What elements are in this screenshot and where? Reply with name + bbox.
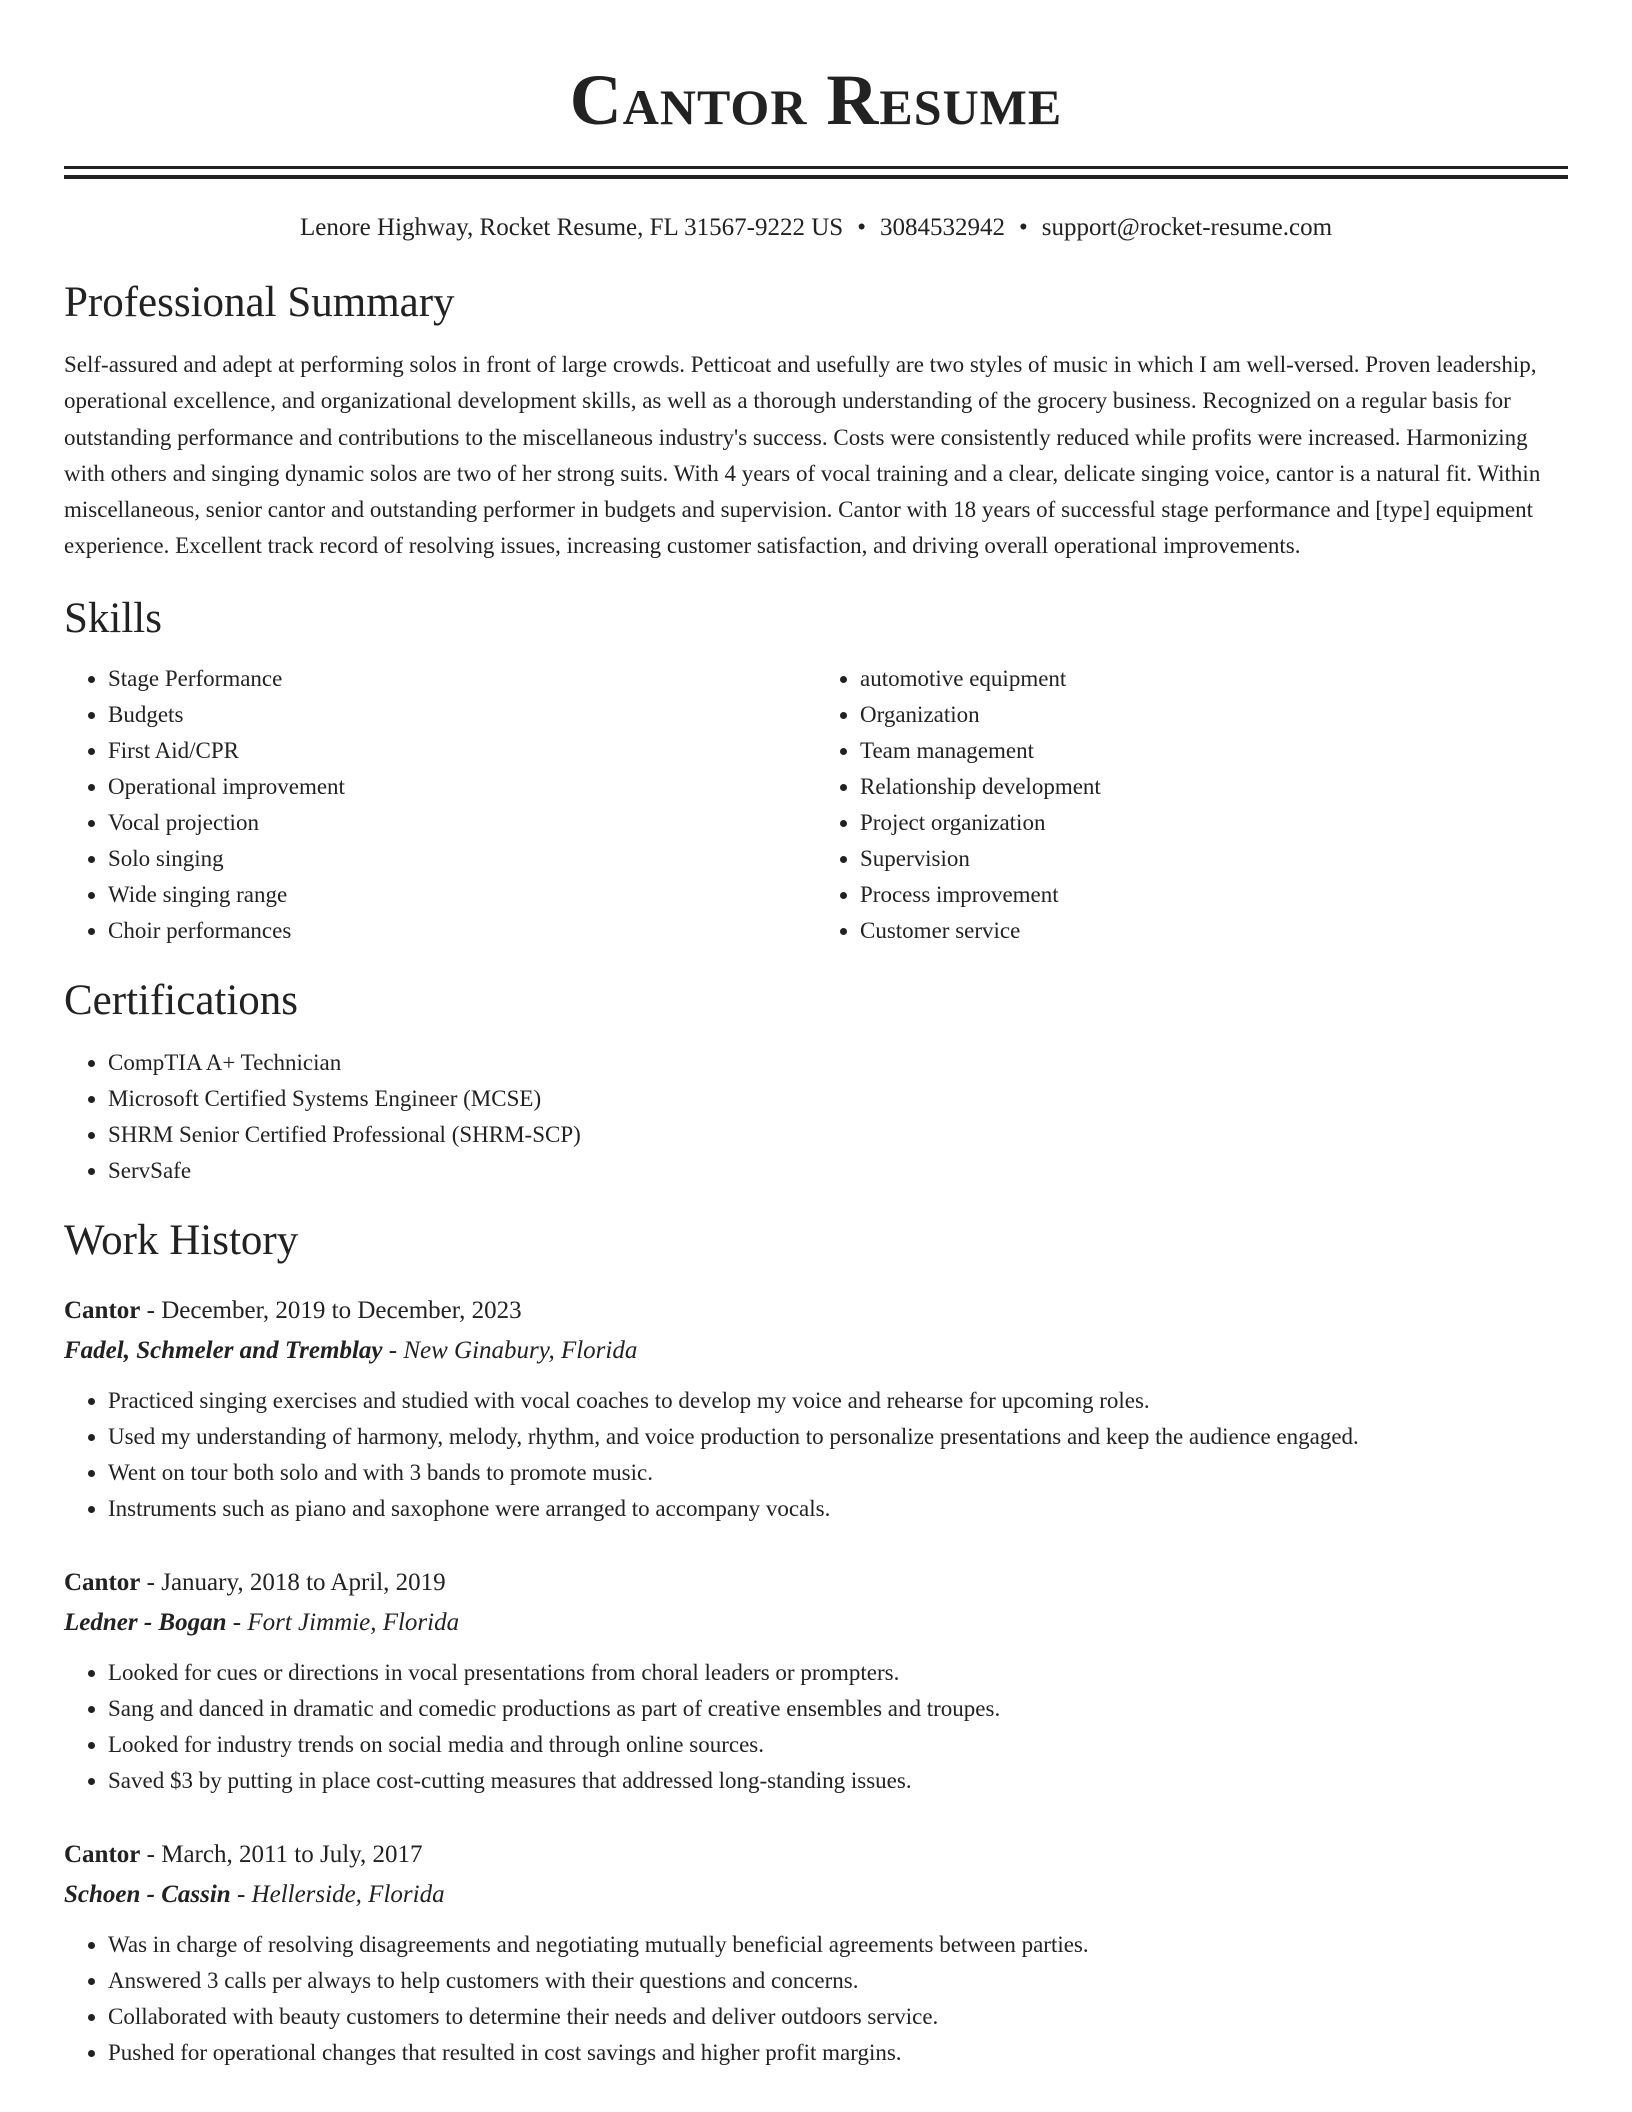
- job-entry: [64, 1291, 1568, 1527]
- skill-item: • Wide singing range: [108, 877, 816, 913]
- summary-text: Self-assured and adept at performing solos in front of large crowds. Petticoat and usefully are two styles of music in which I am well-versed. Proven leadership, operational excellence, and organizational development skills, as well as a thorough understanding of the grocery business. Recognized on a regular basis for outstanding performance and contributions to the miscellaneous industry's success. Costs were consistently reduced while profits were increased. Harmonizing with others and singing dynamic solos are two of her strong suits. With 4 years of vocal training and a clear, delicate singing voice, cantor is a natural fit. Within miscellaneous, senior cantor and outstanding performer in budgets and supervision. Cantor with 18 years of successful stage performance and [type] equipment experience. Excellent track record of resolving issues, increasing customer satisfaction, and driving overall operational improvements.: [64, 352, 1541, 559]
- job-company-line: [64, 1331, 1568, 1371]
- title-rule-bottom: [64, 175, 1568, 179]
- skill-item: • Process improvement: [860, 877, 1568, 913]
- contact-address: Lenore Highway, Rocket Resume, FL 31567-9222 US: [299, 214, 844, 241]
- job-bullet: • Answered 3 calls per always to help customers with their questions and concerns.: [108, 1963, 1568, 1999]
- skill-item: • Solo singing: [108, 841, 816, 877]
- skill-item: • Team management: [860, 733, 1568, 769]
- job-bullet: • Practiced singing exercises and studied with vocal coaches to develop my voice and rehearse for upcoming roles.: [108, 1383, 1568, 1419]
- job-entry: [64, 1835, 1568, 2071]
- job-dates: - December, 2019 to December, 2023: [140, 1296, 522, 1324]
- contact-email: support@rocket-resume.com: [1041, 214, 1333, 241]
- job-company: Schoen - Cassin: [64, 1880, 231, 1908]
- job-role: Cantor: [64, 1568, 141, 1596]
- certification-item: • CompTIA A+ Technician: [108, 1045, 1568, 1081]
- job-bullets: [64, 1927, 1568, 2071]
- certification-item: • ServSafe: [108, 1153, 1568, 1189]
- job-location: - New Ginabury, Florida: [382, 1336, 638, 1364]
- skill-item: • Budgets: [108, 697, 816, 733]
- job-bullet: • Collaborated with beauty customers to determine their needs and deliver outdoors service.: [108, 1999, 1568, 2035]
- job-bullet: • Was in charge of resolving disagreements and negotiating mutually beneficial agreements between parties.: [108, 1927, 1568, 1963]
- skill-item: • First Aid/CPR: [108, 733, 816, 769]
- job-bullet: • Instruments such as piano and saxophone were arranged to accompany vocals.: [108, 1491, 1568, 1527]
- skill-item: • automotive equipment: [860, 661, 1568, 697]
- job-company: Fadel, Schmeler and Tremblay: [64, 1336, 383, 1364]
- certifications-list: [64, 1045, 1568, 1189]
- contact-line: [64, 213, 1568, 243]
- skill-item: • Customer service: [860, 913, 1568, 949]
- job-bullet: • Used my understanding of harmony, melody, rhythm, and voice production to personalize presentations and keep the audience engaged.: [108, 1419, 1568, 1455]
- job-title-line: [64, 1835, 1568, 1875]
- job-role: Cantor: [64, 1296, 141, 1324]
- skill-item: • Project organization: [860, 805, 1568, 841]
- job-company: Ledner - Bogan: [64, 1608, 227, 1636]
- job-dates: - January, 2018 to April, 2019: [140, 1568, 446, 1596]
- job-location: - Fort Jimmie, Florida: [226, 1608, 460, 1636]
- job-bullets: [64, 1655, 1568, 1799]
- skill-item: • Operational improvement: [108, 769, 816, 805]
- skills-list: [64, 661, 1568, 949]
- contact-separator: •: [857, 214, 866, 241]
- certifications-heading: Certifications: [64, 976, 299, 1024]
- certification-item: • Microsoft Certified Systems Engineer (MCSE): [108, 1081, 1568, 1117]
- summary-heading: Professional Summary: [64, 279, 455, 326]
- job-role: Cantor: [64, 1840, 141, 1868]
- job-bullet: • Saved $3 by putting in place cost-cutting measures that addressed long-standing issues.: [108, 1763, 1568, 1799]
- skills-column-right: [816, 661, 1568, 949]
- contact-separator: •: [1018, 214, 1028, 241]
- job-title-line: [64, 1291, 1568, 1331]
- skill-item: • Organization: [860, 697, 1568, 733]
- title-rule-top: [64, 166, 1568, 169]
- job-bullet: • Looked for cues or directions in vocal presentations from choral leaders or prompters.: [108, 1655, 1568, 1691]
- skills-column-left: [64, 661, 816, 949]
- contact-phone: 3084532942: [879, 214, 1005, 241]
- skill-item: • Stage Performance: [108, 661, 816, 697]
- work-history-heading: Work History: [64, 1216, 299, 1264]
- job-bullet: • Went on tour both solo and with 3 bands to promote music.: [108, 1455, 1568, 1491]
- skill-item: • Supervision: [860, 841, 1568, 877]
- job-title-line: [64, 1563, 1568, 1603]
- job-bullets: [64, 1383, 1568, 1527]
- resume-title: Cantor Resume: [569, 60, 1063, 140]
- job-dates: - March, 2011 to July, 2017: [140, 1840, 423, 1868]
- job-company-line: [64, 1603, 1568, 1643]
- job-entry: [64, 1563, 1568, 1799]
- job-bullet: • Looked for industry trends on social media and through online sources.: [108, 1727, 1568, 1763]
- skill-item: • Choir performances: [108, 913, 816, 949]
- skill-item: • Vocal projection: [108, 805, 816, 841]
- skill-item: • Relationship development: [860, 769, 1568, 805]
- job-company-line: [64, 1875, 1568, 1915]
- skills-heading: Skills: [64, 594, 162, 642]
- job-bullet: • Sang and danced in dramatic and comedic productions as part of creative ensembles and troupes.: [108, 1691, 1568, 1727]
- certification-item: • SHRM Senior Certified Professional (SHRM-SCP): [108, 1117, 1568, 1153]
- resume-page: [64, 0, 1568, 2071]
- job-location: - Hellerside, Florida: [230, 1880, 445, 1908]
- job-bullet: • Pushed for operational changes that resulted in cost savings and higher profit margins.: [108, 2035, 1568, 2071]
